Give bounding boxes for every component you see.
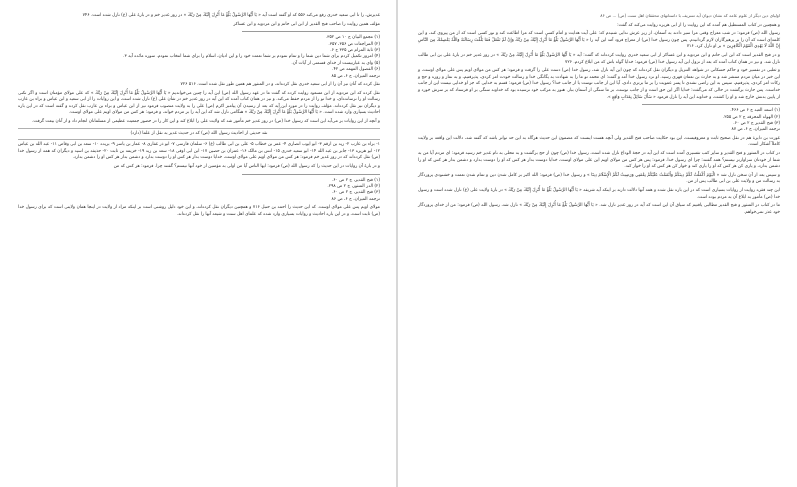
right-page-content [418,13,780,477]
footnote-list [18,178,380,204]
left-paragraph: مولای اویم پس علی مولای اوست. که این حدیث را احمد بن حنبل ۷۱۶ و همچنین دیگران نقل کرده‌اند، و این خود دلیل روشنی است بر اینکه مراد از ولایت در اینجا همان ولایتی است که برای رسول خدا (ص) ثابت است، و در این باره احادیث و روایات بسیاری وارد شده که علمای اهل سنت و شیعه آنها را نقل کرده‌اند. [18,205,380,217]
right-paragraph: و در فتح القدیر است که ابن ابی حاتم و ابن مردویه و ابن عساکر از ابی سعید خدری روایت کرده‌اند که گفت: آیه « يَا أَيُّهَا الرَّسُولُ بَلِّغْ مَا أُنْزِلَ إِلَيْكَ مِنْ رَبِّكَ » در روز غدیر خم در بارۀ علی بن ابی طالب نازل شد. و نیز در همان کتاب آمده که بعد از نزول این آیه رسول خدا (ص) فرمود: خدایا گواه باش که من ابلاغ کردم. ۷۲۶ [418,52,780,65]
right-paragraph: ما در کتاب در المنثور و فتح القدیر مطالبی یافتیم که سیاق آن این است که آیه در روز غدیر نازل شد. « يَا أَيُّهَا الرَّسُولُ بَلِّغْ مَا أُنْزِلَ إِلَيْكَ مِنْ رَبِّكَ » نازل شد، رسول الله (ص) فرمود: من از خدای پروردگار خود عذر نمی‌خواهم. [418,203,780,215]
footnote: (۵) وای به عبارتیست از خدای قسمتی از آیات آن. [291,60,380,66]
left-paragraph: نقل کرده که آنان نیز آن را از ابی سعید خدری نقل کرده‌اند، و در المنثور هم همین طور نقل شده است. ۵۱۶ ۷۲۶ [180,82,380,88]
right-paragraph: و همچنین در کتاب المستطیل هم آمده که این روایت را از ابی هریره روایت می‌کند که گفت: [617,22,780,28]
right-paragraph: این چند فقره روایت از روایات بسیاری است که در این باره نقل شده و همه آنها دلالت دارند بر اینکه آیه شریفه « يَا أَيُّهَا الرَّسُولُ بَلِّغْ مَا أُنْزِلَ إِلَيْكَ مِنْ رَبِّكَ » در بارۀ ولایت علی (ع) نازل شده است و رسول خدا (ص) مأمور به ابلاغ آن به مردم بوده است. [418,187,780,200]
footnote-separator [642,104,780,105]
left-paragraph: و آنچه از این روایات بر می‌آید این است که رسول خدا (ص) در روز غدیر خم مأمور شد که ولایت علی را ابلاغ کند و این کار را در حضور جمعیت عظیمی از مسلمانان انجام داد و از آنان بیعت گرفت. [31,119,380,124]
footnote: (۴) امروز تکمیل کردم برای شما دین شما را و تمام نمودم بر شما نعمت خود را و این ادیان، اسلام را برای شما انتخاب نمودم. سوره مائده آیه ۳. [123,54,380,60]
footnote-list [18,35,380,80]
right-paragraph: رسول الله (ص) فرمود: در شب معراج وقتی مرا سیر دادند به آسمان، از زیر عرش ندایی شنیدم که: علی آیت هدایت و امام کسی است که مرا اطاعت کند و نور کسی است که از من پیروی کند، و این کلمه‌ای است که آن را بر پرهیزگاران لازم گردانیدم. پس چون رسول خدا (ص) از معراج فرود آمد این آیه را « يَا أَيُّهَا الرَّسُولُ بَلِّغْ مَا أُنْزِلَ إِلَيْكَ مِنْ رَبِّكَ وَإِنْ لَمْ تَفْعَلْ فَمَا بَلَّغْتَ رِسَالَتَهُ وَاللَّهُ يَعْصِمُكَ مِنَ النَّاسِ إِنَّ اللَّهَ لَا يَهْدِي الْقَوْمَ الْكَافِرِينَ » بر او نازل کرد. ۷۱۶ [418,31,780,50]
footnote-list [418,108,780,134]
footnote: (۲) الهواه المحرقه ج ۲ ص ۲۵۵. [722,114,780,120]
section-title: نقد حدیثی از احادیث رسول الله (ص) که در حدیث غدیر به نقل از علما (دارد) [130,130,268,136]
footnote: (۳) فتح القدیر، ج ۲ ص ۶۰. [331,190,380,196]
page-reference: ترجمه المیزان، ج ۶، ص ۸۷ [731,127,780,133]
right-paragraph: و سپس بعد از آن سخن نازل شد « الْيَوْمَ أَكْمَلْتُ لَكُمْ دِينَكُمْ وَأَتْمَمْتُ عَلَيْكُمْ نِعْمَتِي وَرَضِيتُ لَكُمُ الْإِسْلَامَ دِينًا » و رسول خدا (ص) فرمود: الله اکبر بر کامل شدن دین و تمام شدن نعمت و خشنودی پروردگار به رسالت من و ولایت علی بن ابی طالب پس از من. [418,172,780,185]
section-divider [18,139,380,140]
left-paragraph: غدیرش، را تا ابی سعید خدری رفع می‌کند ۵۵۶ که او گفته است آیه « يَا أَيُّهَا الرَّسُولُ بَلِّغْ مَا أُنْزِلَ إِلَيْكَ مِنْ رَبِّكَ » در روز غدیر خم و در بارۀ علی (ع) نازل شده است. ۷۴۶ [82,13,380,18]
footnote: (۳) فتح القدیر ج ۲ ص ۶۰. [733,120,780,126]
footnote: (۳) ثابة المرام ص ۳۳۵ ح ۶. [330,48,380,53]
right-paragraph: و ثعلبی در تفسیر خود و حاکم حسکانی در شواهد التنزیل و دیگران نقل کرده‌اند که چون این آیه نازل شد، رسول خدا (ص) دست علی را گرفت و فرمود: هر کس من مولای اویم پس علی مولای اوست، و این خبر در میان مردم منتشر شد و به حارث بن نعمان فهری رسید. او نزد رسول خدا آمد و گفت: ای محمد تو ما را به شهادت به یگانگی خدا و رسالت خودت امر کردی، پذیرفتیم، و به نماز و روزه و حج و زکات امر کردی، پذیرفتیم، سپس به این راضی نشدی تا پسر عمویت را بر ما برتری دادی، آیا این از جانب توست یا از جانب خدا؟ رسول خدا (ص) فرمود: قسم به خدایی که جز او خدایی نیست این از جانب خداست. پس حارث برگشت در حالی که می‌گفت: خدایا اگر این حق است و از جانب توست، بر ما سنگی از آسمان ببار. هنوز به مرکب خود نرسیده بود که خداوند سنگی بر او فرستاد که بر سرش خورد و از پایین بدنش خارج شد و او را کشت، و خداوند این آیه را نازل فرمود « سَأَلَ سَائِلٌ بِعَذَابٍ وَاقِعٍ ». [418,68,780,100]
left-page [4,5,392,483]
right-paragraph: در کتاب در المنثور و فتح القدیر و سایر کتب تفسیری آمده است که این آیه در حجة الوداع نازل شده است، رسول خدا (ص) چون از حج برگشت و به محلی به نام غدیر خم رسید فرمود: ای مردم آیا من به شما از خودتان سزاوارتر نیستم؟ همه گفتند: چرا ای رسول خدا. فرمود: پس هر کس من مولای اویم این علی مولای اوست، خدایا دوست بدار هر کس که او را دوست بدارد و دشمن بدار هر کس که او را دشمن بدارد، و یاری کن هر کس که او را یاری کند و خوار کن هر کس که او را خوار کند. [418,150,780,170]
running-head: اولیای دین دیگر از علوم عامه که نشان دیوان آیه تسریف با داستانهای محققان اهل سنت (ص) ... ص ۸۶ [600,13,780,18]
footnote-separator [242,31,380,32]
left-paragraph: مؤلف همین روایت را صاحب فتح القدیر از ابن ابی حاتم و ابن مردویه و ابن عساکر [233,21,380,27]
footnote: (۱) اسعد العبد ج ۶ ص ۴۶۶. [730,108,780,114]
footnote: (۱) فتح القدیر، ج ۲ ص ۶۰. [331,177,380,183]
left-page-content [18,13,380,477]
right-paragraph: غورت بن دایرة هم در نقل صحیح ثابت و معروفیست، این بود حکایت صاحب فتح القدیر ولی آنچه هست اینست که مضمون این حدیث هرگاه به این حد تواتر باشد که گفته شد، دلالت این واقعه بر ولایت کاملاً آشکار است. [418,135,780,148]
section-divider [18,128,380,129]
footnote: (۶) الفصول المهمه ص ۴۲. [332,67,380,73]
footnote: (۲) الدر المنثور، ج ۲ ص ۲۹۸. [327,183,380,189]
left-paragraph: و در بارۀ آن روایات در این حدیث را که رسول الله (ص) فرمود: ایها الناس آیا من اولی به مؤمنین از خود آنها نیستم؟ گفتند چرا. فرمود: هر کس که من [113,163,380,169]
right-page [404,5,792,483]
narrator-list: ۱- براء بن عازب ۲- زید بن ارقم ۳- ابو ایوب انصاری ۴- عمر بن خطاب ۵- علی بن ابی طالب (ع) ۶- سلمان فارسی ۷- ابو ذر غفاری ۸- عمار بن یاسر ۹- بریده ۱۰- سعد بن ابی وقاص ۱۱- عبد الله بن عباس ۱۲- ابو هریره ۱۳- جابر بن عبد الله ۱۴- ابو سعید خدری ۱۵- انس بن مالک ۱۶- عمران بن حصین ۱۷- ابن ابی اوفی ۱۸- سعد بن زید ۱۹- خزیمه بن ثابت ۲۰- حذیفه بن اسید و دیگران که همه از رسول خدا (ص) نقل کرده‌اند که در روز غدیر خم فرمود: هر کس من مولای اویم علی مولای اوست، خدایا دوست بدار هر کس او را دوست بدارد و دشمن بدار هر کس او را دشمن بدارد. [18,142,380,161]
page-gutter [396,0,398,487]
footnote-separator [242,174,380,175]
page-reference: ترجمه المیزان، ج ۶، ص ۸۵ [331,73,380,79]
page-reference: ترجمه المیزان، ج ۶، ص ۸۶ [331,196,380,202]
left-paragraph: نقل کرده که ابن مردویه از ابن مسعود روایت کرده که گفت ما در عهد رسول الله (ص) این آیه را چنین می‌خواندیم « يَا أَيُّهَا الرَّسُولُ بَلِّغْ مَا أُنْزِلَ إِلَيْكَ مِنْ رَبِّكَ » که علی مولای مؤمنان است و اگر نکنی رسالت او را نرسانده‌ای، و خدا تو را از مردم حفظ می‌کند. و نیز در همان کتاب آمده که این آیه در روز غدیر خم در شأن علی (ع) نازل شده است، و این روایات را از ابی سعید و ابن عباس و براء بن عازب و دیگران نیز نقل کرده‌اند. مؤلف روایت را در مورد این آیه که بعد از رسیدن آن پیامبر اکرم (ص) علی را به ولایت منصوب فرمود نیز از ابن عباس و براء بن عازب نقل کرده و گفته است که در این باره احادیث بسیاری وارد شده است. « يَا أَيُّهَا الرَّسُولُ بَلِّغْ مَا أُنْزِلَ إِلَيْكَ مِنْ رَبِّكَ » هنگامی نازل شد که این آیه را بر مردم خواند، و فرمود: هر کس من مولای اویم علی مولای اوست. [18,90,380,116]
footnote: (۱) مجمع البیان ج ۱۰ ص ۳۵۲. [325,35,380,41]
footnote: (۲) المراجعات ص ۳۵۶، ۳۵۷. [328,41,380,47]
